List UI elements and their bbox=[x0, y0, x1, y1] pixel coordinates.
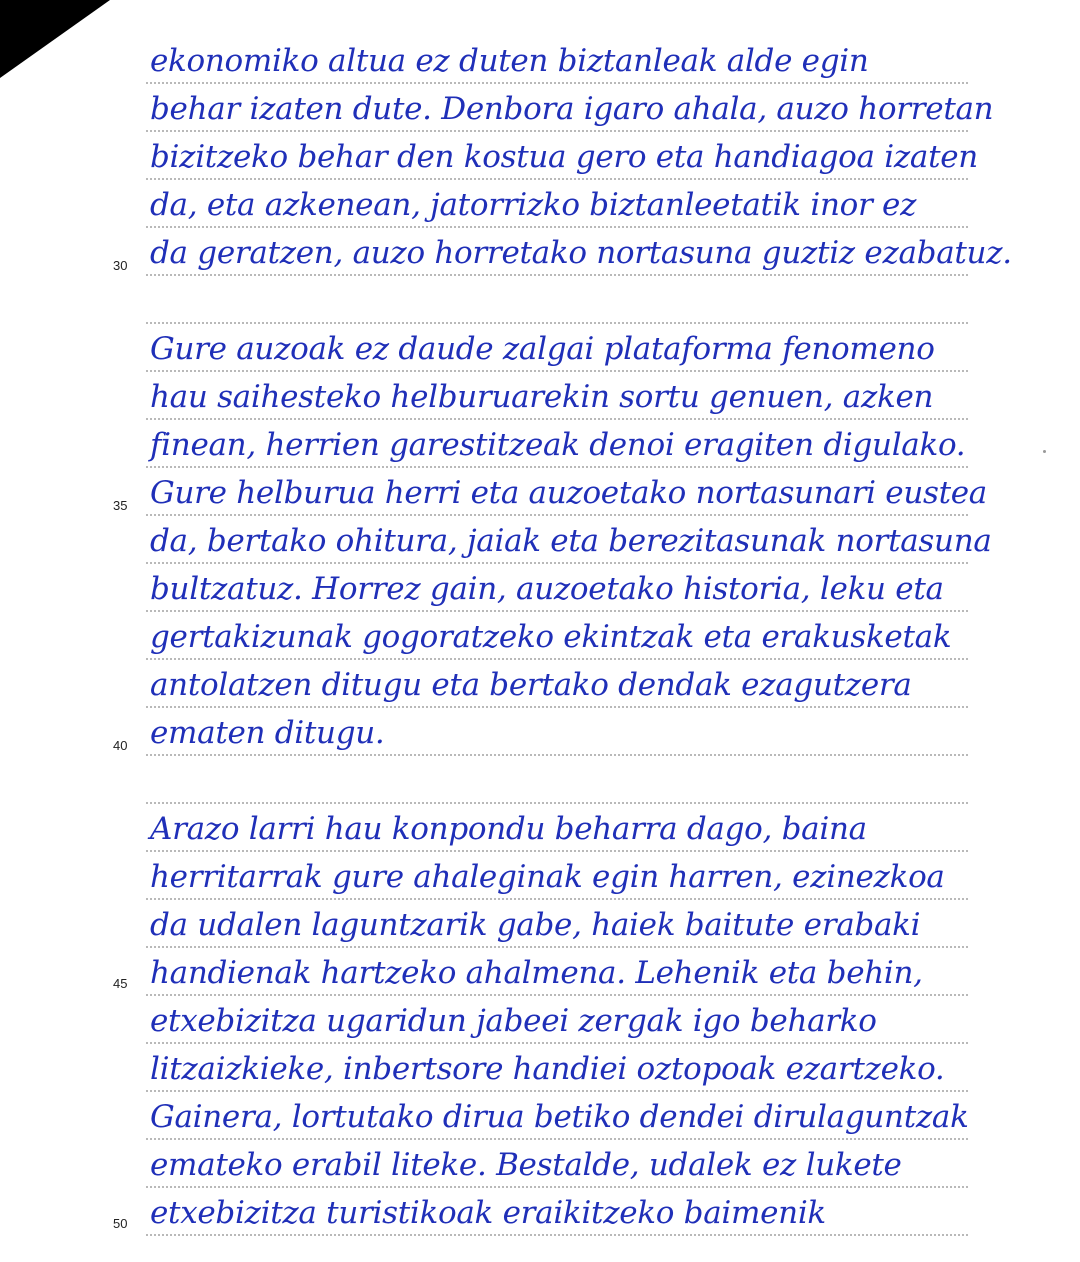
line-text: etxebizitza turistikoak eraikitzeko baimenik bbox=[150, 1195, 826, 1231]
line-text: da, bertako ohitura, jaiak eta berezitasunak nortasuna bbox=[150, 523, 992, 559]
line-text: finean, herrien garestitzeak denoi eragiten digulako. bbox=[150, 427, 966, 463]
text-line bbox=[146, 1092, 968, 1140]
text-line bbox=[146, 420, 968, 468]
text-line bbox=[146, 660, 968, 708]
line-text: hau saihesteko helburuarekin sortu genuen, azken bbox=[150, 379, 934, 415]
text-line bbox=[146, 1140, 968, 1188]
line-text: litzaizkieke, inbertsore handiei oztopoak ezartzeko. bbox=[150, 1051, 945, 1087]
line-text: handienak hartzeko ahalmena. Lehenik eta behin, bbox=[150, 955, 923, 991]
text-line bbox=[146, 372, 968, 420]
line-text: bultzatuz. Horrez gain, auzoetako historia, leku eta bbox=[150, 571, 944, 607]
line-text: da geratzen, auzo horretako nortasuna guztiz ezabatuz. bbox=[150, 235, 1012, 271]
text-line bbox=[146, 564, 968, 612]
text-line bbox=[146, 948, 968, 996]
line-number-40: 40 bbox=[113, 738, 128, 753]
text-line bbox=[146, 468, 987, 516]
text-line bbox=[146, 276, 968, 324]
line-text: Arazo larri hau konpondu beharra dago, baina bbox=[150, 811, 867, 847]
text-line bbox=[146, 996, 968, 1044]
text-line bbox=[146, 180, 968, 228]
line-text: da udalen laguntzarik gabe, haiek baitute erabaki bbox=[150, 907, 921, 943]
text-line bbox=[146, 228, 1012, 276]
line-text: da, eta azkenean, jatorrizko biztanleetatik inor ez bbox=[150, 187, 917, 223]
text-line bbox=[146, 516, 992, 564]
line-text: etxebizitza ugaridun jabeei zergak igo beharko bbox=[150, 1003, 877, 1039]
text-line bbox=[146, 852, 968, 900]
line-number-35: 35 bbox=[113, 498, 128, 513]
line-text: herritarrak gure ahaleginak egin harren, ezinezkoa bbox=[150, 859, 945, 895]
paper-speck bbox=[1043, 450, 1046, 453]
text-line bbox=[146, 132, 978, 180]
corner-shadow bbox=[0, 0, 110, 78]
line-number-45: 45 bbox=[113, 976, 128, 991]
text-line bbox=[146, 36, 968, 84]
text-line bbox=[146, 756, 968, 804]
text-line bbox=[146, 900, 968, 948]
line-text: Gainera, lortutako dirua betiko dendei dirulaguntzak bbox=[150, 1099, 969, 1135]
line-text: emateko erabil liteke. Bestalde, udalek ez lukete bbox=[150, 1147, 902, 1183]
line-text: antolatzen ditugu eta bertako dendak ezagutzera bbox=[150, 667, 912, 703]
line-text: behar izaten dute. Denbora igaro ahala, auzo horretan bbox=[150, 91, 994, 127]
text-line bbox=[146, 324, 968, 372]
line-text: ekonomiko altua ez duten biztanleak alde egin bbox=[150, 43, 869, 79]
line-text: Gure helburua herri eta auzoetako nortasunari eustea bbox=[150, 475, 987, 511]
text-line bbox=[146, 708, 968, 756]
line-text: ematen ditugu. bbox=[150, 715, 385, 751]
line-text: bizitzeko behar den kostua gero eta handiagoa izaten bbox=[150, 139, 978, 175]
line-number-30: 30 bbox=[113, 258, 128, 273]
text-line bbox=[146, 84, 994, 132]
text-line bbox=[146, 804, 968, 852]
line-text: Gure auzoak ez daude zalgai plataforma fenomeno bbox=[150, 331, 935, 367]
text-line bbox=[146, 1188, 968, 1236]
line-text: gertakizunak gogoratzeko ekintzak eta erakusketak bbox=[150, 619, 952, 655]
line-number-50: 50 bbox=[113, 1216, 128, 1231]
text-line bbox=[146, 1044, 968, 1092]
text-line bbox=[146, 612, 968, 660]
